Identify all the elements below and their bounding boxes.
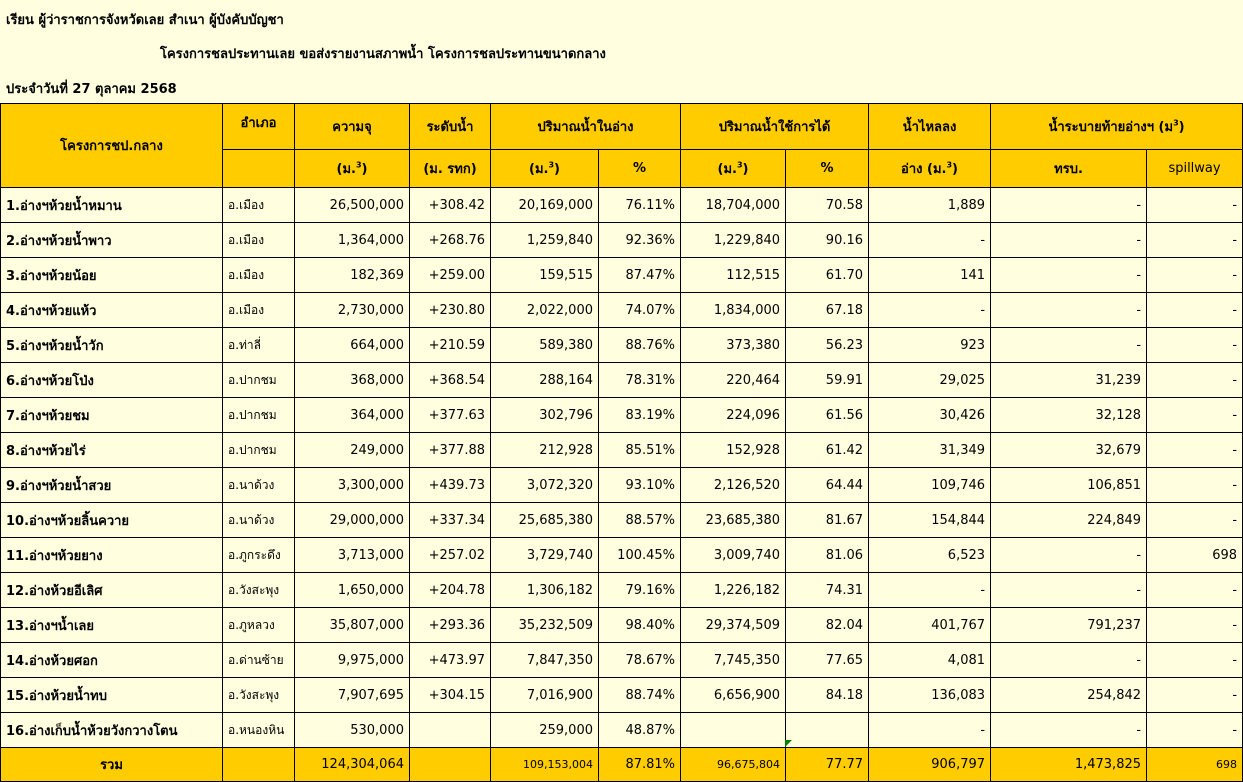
row-spillway: -: [1147, 643, 1243, 678]
row-release: 32,128: [991, 398, 1147, 433]
row-storage-pct: 76.11%: [599, 188, 681, 223]
row-release: -: [991, 643, 1147, 678]
row-usable-pct: [786, 713, 869, 748]
row-level: +293.36: [410, 608, 491, 643]
row-capacity: 368,000: [295, 363, 410, 398]
table-row: [1, 398, 1243, 433]
row-release: -: [991, 573, 1147, 608]
row-spillway: -: [1147, 433, 1243, 468]
row-district: อ.ภูหลวง: [223, 608, 295, 643]
col-usable-pct: %: [786, 150, 869, 188]
row-project: 11.อ่างฯห้วยยาง: [1, 538, 223, 573]
row-district: อ.ปากชม: [223, 363, 295, 398]
row-storage: 2,022,000: [491, 293, 599, 328]
row-usable-pct: 77.65: [786, 643, 869, 678]
col-inflow-unit: อ่าง (ม.$^3$): [869, 150, 991, 188]
col-district-sub: [223, 150, 295, 188]
row-spillway: -: [1147, 363, 1243, 398]
row-level: +368.54: [410, 363, 491, 398]
row-storage-pct: 88.76%: [599, 328, 681, 363]
row-capacity: 664,000: [295, 328, 410, 363]
row-storage-pct: 79.16%: [599, 573, 681, 608]
row-capacity: 1,650,000: [295, 573, 410, 608]
row-usable-pct: 70.58: [786, 188, 869, 223]
row-level: +377.63: [410, 398, 491, 433]
row-release: -: [991, 258, 1147, 293]
row-storage: 288,164: [491, 363, 599, 398]
row-level: +230.80: [410, 293, 491, 328]
row-storage-pct: 93.10%: [599, 468, 681, 503]
total-label: รวม: [1, 748, 223, 782]
row-project: 13.อ่างฯน้ำเลย: [1, 608, 223, 643]
row-district: อ.เมือง: [223, 188, 295, 223]
row-usable: 3,009,740: [681, 538, 786, 573]
row-usable-pct: 84.18: [786, 678, 869, 713]
row-usable-pct: 56.23: [786, 328, 869, 363]
row-storage-pct: 87.47%: [599, 258, 681, 293]
col-project: โครงการชป.กลาง: [1, 104, 223, 188]
row-district: อ.เมือง: [223, 293, 295, 328]
row-release: 106,851: [991, 468, 1147, 503]
row-inflow: 6,523: [869, 538, 991, 573]
table-row: [1, 573, 1243, 608]
row-capacity: 26,500,000: [295, 188, 410, 223]
row-storage-pct: 98.40%: [599, 608, 681, 643]
row-district: อ.เมือง: [223, 223, 295, 258]
row-storage-pct: 74.07%: [599, 293, 681, 328]
row-spillway: -: [1147, 573, 1243, 608]
memo-recipient-line: เรียน ผู้ว่าราชการจังหวัดเลย สำเนา ผู้บังคับบัญชา: [6, 13, 284, 28]
row-usable: 220,464: [681, 363, 786, 398]
row-project: 12.อ่างห้วยอีเลิศ: [1, 573, 223, 608]
row-level: +210.59: [410, 328, 491, 363]
row-project: 16.อ่างเก็บน้ำห้วยวังกวางโตน: [1, 713, 223, 748]
row-project: 6.อ่างฯห้วยโป่ง: [1, 363, 223, 398]
row-usable: 1,226,182: [681, 573, 786, 608]
row-district: อ.วังสะพุง: [223, 678, 295, 713]
table-row: [1, 608, 1243, 643]
row-inflow: 109,746: [869, 468, 991, 503]
row-storage-pct: 78.31%: [599, 363, 681, 398]
col-capacity-unit: (ม.$^3$): [295, 150, 410, 188]
row-spillway: -: [1147, 293, 1243, 328]
cell-comment-marker: [785, 740, 792, 747]
row-capacity: 29,000,000: [295, 503, 410, 538]
row-project: 10.อ่างฯห้วยลิ้นควาย: [1, 503, 223, 538]
total-level: [410, 748, 491, 782]
row-project: 7.อ่างฯห้วยชม: [1, 398, 223, 433]
row-inflow: 141: [869, 258, 991, 293]
row-project: 4.อ่างฯห้วยแห้ว: [1, 293, 223, 328]
row-storage: 35,232,509: [491, 608, 599, 643]
report-date: ประจำวันที่ 27 ตุลาคม 2568: [6, 82, 177, 97]
row-level: [410, 713, 491, 748]
row-storage: 259,000: [491, 713, 599, 748]
row-inflow: -: [869, 223, 991, 258]
row-release: -: [991, 328, 1147, 363]
table-row: [1, 643, 1243, 678]
row-storage: 1,306,182: [491, 573, 599, 608]
row-spillway: -: [1147, 223, 1243, 258]
row-level: +473.97: [410, 643, 491, 678]
row-usable: 1,834,000: [681, 293, 786, 328]
row-district: อ.วังสะพุง: [223, 573, 295, 608]
row-usable-pct: 82.04: [786, 608, 869, 643]
total-capacity: 124,304,064: [295, 748, 410, 782]
row-usable-pct: 61.56: [786, 398, 869, 433]
row-inflow: 1,889: [869, 188, 991, 223]
row-usable-pct: 81.67: [786, 503, 869, 538]
row-spillway: -: [1147, 468, 1243, 503]
row-release: 31,239: [991, 363, 1147, 398]
row-project: 8.อ่างฯห้วยไร่: [1, 433, 223, 468]
row-spillway: -: [1147, 678, 1243, 713]
row-release: -: [991, 188, 1147, 223]
row-district: อ.นาด้วง: [223, 503, 295, 538]
row-storage-pct: 83.19%: [599, 398, 681, 433]
row-spillway: -: [1147, 608, 1243, 643]
table-row: [1, 363, 1243, 398]
table-body: [1, 188, 1243, 748]
row-level: +204.78: [410, 573, 491, 608]
row-capacity: 7,907,695: [295, 678, 410, 713]
row-level: +337.34: [410, 503, 491, 538]
table-row: [1, 188, 1243, 223]
row-district: อ.นาด้วง: [223, 468, 295, 503]
row-level: +268.76: [410, 223, 491, 258]
row-release: 791,237: [991, 608, 1147, 643]
row-capacity: 530,000: [295, 713, 410, 748]
row-release: -: [991, 538, 1147, 573]
total-usable: 96,675,804: [681, 748, 786, 782]
row-spillway: -: [1147, 188, 1243, 223]
total-spillway: 698: [1147, 748, 1243, 782]
row-inflow: 31,349: [869, 433, 991, 468]
row-usable: 224,096: [681, 398, 786, 433]
row-inflow: 30,426: [869, 398, 991, 433]
table-row: [1, 433, 1243, 468]
row-spillway: -: [1147, 503, 1243, 538]
row-spillway: -: [1147, 258, 1243, 293]
row-storage: 589,380: [491, 328, 599, 363]
col-storage-pct: %: [599, 150, 681, 188]
table-row: [1, 328, 1243, 363]
row-storage: 3,729,740: [491, 538, 599, 573]
row-usable-pct: 90.16: [786, 223, 869, 258]
row-usable-pct: 67.18: [786, 293, 869, 328]
row-capacity: 35,807,000: [295, 608, 410, 643]
row-inflow: 136,083: [869, 678, 991, 713]
row-project: 1.อ่างฯห้วยน้ำหมาน: [1, 188, 223, 223]
row-spillway: -: [1147, 398, 1243, 433]
row-project: 2.อ่างฯห้วยน้ำพาว: [1, 223, 223, 258]
row-district: อ.หนองหิน: [223, 713, 295, 748]
row-release: 254,842: [991, 678, 1147, 713]
row-district: อ.ท่าลี่: [223, 328, 295, 363]
row-storage-pct: 88.74%: [599, 678, 681, 713]
row-inflow: 154,844: [869, 503, 991, 538]
row-storage: 7,016,900: [491, 678, 599, 713]
row-inflow: 29,025: [869, 363, 991, 398]
row-spillway: -: [1147, 328, 1243, 363]
row-storage: 25,685,380: [491, 503, 599, 538]
row-storage: 7,847,350: [491, 643, 599, 678]
row-usable: 1,229,840: [681, 223, 786, 258]
row-level: +304.15: [410, 678, 491, 713]
row-usable-pct: 61.42: [786, 433, 869, 468]
row-release: -: [991, 293, 1147, 328]
row-inflow: 4,081: [869, 643, 991, 678]
row-inflow: -: [869, 573, 991, 608]
col-usable-unit: (ม.$^3$): [681, 150, 786, 188]
row-storage-pct: 100.45%: [599, 538, 681, 573]
table-row: [1, 713, 1243, 748]
row-usable: [681, 713, 786, 748]
row-project: 14.อ่างห้วยศอก: [1, 643, 223, 678]
col-district: อำเภอ: [223, 104, 295, 150]
row-capacity: 1,364,000: [295, 223, 410, 258]
row-inflow: 401,767: [869, 608, 991, 643]
row-storage-pct: 48.87%: [599, 713, 681, 748]
row-release: 224,849: [991, 503, 1147, 538]
row-capacity: 364,000: [295, 398, 410, 433]
header-row-1: [1, 104, 1243, 150]
table-row: [1, 293, 1243, 328]
row-usable: 6,656,900: [681, 678, 786, 713]
row-usable: 29,374,509: [681, 608, 786, 643]
total-storage: 109,153,004: [491, 748, 599, 782]
row-district: อ.ภูกระดึง: [223, 538, 295, 573]
row-release: -: [991, 713, 1147, 748]
row-level: +308.42: [410, 188, 491, 223]
row-project: 15.อ่างห้วยน้ำทบ: [1, 678, 223, 713]
row-project: 5.อ่างฯห้วยน้ำวัก: [1, 328, 223, 363]
row-storage: 20,169,000: [491, 188, 599, 223]
row-storage-pct: 88.57%: [599, 503, 681, 538]
row-usable: 373,380: [681, 328, 786, 363]
table-row: [1, 678, 1243, 713]
row-storage-pct: 78.67%: [599, 643, 681, 678]
total-inflow: 906,797: [869, 748, 991, 782]
row-inflow: -: [869, 293, 991, 328]
row-usable: 2,126,520: [681, 468, 786, 503]
reservoir-table: [0, 103, 1243, 782]
report-title: โครงการชลประทานเลย ขอส่งรายงานสภาพน้ำ โครงการชลประทานขนาดกลาง: [160, 47, 606, 62]
col-release: น้ำระบายท้ายอ่างฯ (ม$^3$): [991, 104, 1243, 150]
row-district: อ.ปากชม: [223, 398, 295, 433]
row-usable-pct: 74.31: [786, 573, 869, 608]
row-inflow: 923: [869, 328, 991, 363]
row-spillway: 698: [1147, 538, 1243, 573]
col-release-main: ทรบ.: [991, 150, 1147, 188]
row-storage: 159,515: [491, 258, 599, 293]
row-capacity: 249,000: [295, 433, 410, 468]
table-row: [1, 468, 1243, 503]
row-level: +259.00: [410, 258, 491, 293]
row-usable-pct: 64.44: [786, 468, 869, 503]
col-storage: ปริมาณน้ำในอ่าง: [491, 104, 681, 150]
row-level: +257.02: [410, 538, 491, 573]
row-usable: 7,745,350: [681, 643, 786, 678]
col-usable: ปริมาณน้ำใช้การได้: [681, 104, 869, 150]
row-capacity: 2,730,000: [295, 293, 410, 328]
row-usable: 23,685,380: [681, 503, 786, 538]
total-district: [223, 748, 295, 782]
row-district: อ.เมือง: [223, 258, 295, 293]
col-level-unit: (ม. รทก): [410, 150, 491, 188]
row-capacity: 182,369: [295, 258, 410, 293]
row-usable-pct: 61.70: [786, 258, 869, 293]
row-capacity: 3,713,000: [295, 538, 410, 573]
col-storage-unit: (ม.$^3$): [491, 150, 599, 188]
row-release: -: [991, 223, 1147, 258]
row-storage: 3,072,320: [491, 468, 599, 503]
row-storage: 212,928: [491, 433, 599, 468]
table-row: [1, 538, 1243, 573]
row-release: 32,679: [991, 433, 1147, 468]
row-project: 3.อ่างฯห้วยน้อย: [1, 258, 223, 293]
table-row: [1, 258, 1243, 293]
total-storage-pct: 87.81%: [599, 748, 681, 782]
row-storage-pct: 92.36%: [599, 223, 681, 258]
row-storage-pct: 85.51%: [599, 433, 681, 468]
total-release: 1,473,825: [991, 748, 1147, 782]
row-capacity: 3,300,000: [295, 468, 410, 503]
row-storage: 1,259,840: [491, 223, 599, 258]
row-level: +377.88: [410, 433, 491, 468]
col-capacity: ความจุ: [295, 104, 410, 150]
col-release-spillway: spillway: [1147, 150, 1243, 188]
row-usable-pct: 81.06: [786, 538, 869, 573]
row-capacity: 9,975,000: [295, 643, 410, 678]
row-usable: 18,704,000: [681, 188, 786, 223]
row-usable-pct: 59.91: [786, 363, 869, 398]
row-spillway: -: [1147, 713, 1243, 748]
total-usable-pct: 77.77: [786, 748, 869, 782]
row-usable: 152,928: [681, 433, 786, 468]
table-row: [1, 503, 1243, 538]
col-level: ระดับน้ำ: [410, 104, 491, 150]
row-district: อ.ด่านซ้าย: [223, 643, 295, 678]
row-level: +439.73: [410, 468, 491, 503]
col-inflow: น้ำไหลลง: [869, 104, 991, 150]
total-row: [1, 748, 1243, 782]
row-storage: 302,796: [491, 398, 599, 433]
row-usable: 112,515: [681, 258, 786, 293]
row-inflow: -: [869, 713, 991, 748]
table-row: [1, 223, 1243, 258]
row-project: 9.อ่างฯห้วยน้ำสวย: [1, 468, 223, 503]
row-district: อ.ปากชม: [223, 433, 295, 468]
